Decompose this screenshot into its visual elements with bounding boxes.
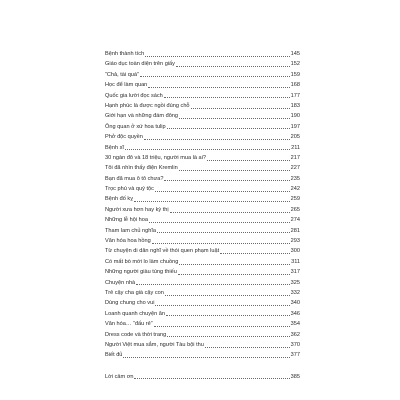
toc-entry: [105, 330, 300, 340]
dot-leader: [179, 264, 290, 265]
dot-leader: [220, 253, 290, 254]
toc-entry-page-number: 300: [290, 248, 300, 255]
toc-entry: [105, 184, 300, 194]
dot-leader: [155, 191, 290, 192]
toc-entry-title: Phở độc quyền: [105, 134, 143, 141]
dot-leader: [149, 222, 290, 223]
toc-entry-page-number: 259: [290, 196, 300, 203]
toc-entry: [105, 80, 300, 90]
toc-entry: [105, 143, 300, 153]
toc-entry: [105, 101, 300, 111]
toc-entry: [105, 163, 300, 173]
toc-entry-page-number: 317: [290, 269, 300, 276]
table-of-contents: [105, 49, 300, 382]
toc-entry-page-number: 377: [290, 352, 300, 359]
dot-leader: [154, 326, 290, 327]
dot-leader: [140, 76, 290, 77]
toc-entry: [105, 91, 300, 101]
toc-entry-title: Bệnh đố kỵ: [105, 196, 133, 203]
toc-entry: [105, 70, 300, 80]
dot-leader: [179, 118, 290, 119]
toc-entry: [105, 194, 300, 204]
dot-leader: [164, 180, 289, 181]
toc-entry: [105, 153, 300, 163]
toc-entry: [105, 49, 300, 59]
toc-entry: [105, 319, 300, 329]
toc-entry-page-number: 370: [290, 341, 300, 348]
toc-entry: [105, 288, 300, 298]
toc-entry-title: Bạn đã mua ô tô chưa?: [105, 175, 164, 182]
toc-entry-title: Trọc phú và quý tộc: [105, 186, 154, 193]
toc-entry-title: Bệnh sĩ: [105, 144, 124, 151]
toc-entry: [105, 122, 300, 132]
dot-leader: [145, 56, 289, 57]
toc-entry-title: Lời cảm ơn: [105, 373, 134, 380]
toc-entry: [105, 350, 300, 360]
toc-entry: [105, 174, 300, 184]
toc-entry-title: Biết đủ: [105, 352, 123, 359]
toc-entry-page-number: 145: [290, 51, 300, 57]
toc-entry: [105, 278, 300, 288]
toc-entry-page-number: 227: [290, 165, 300, 172]
toc-entry-title: Những lễ hội hoa: [105, 217, 148, 224]
toc-entry-page-number: 385: [290, 373, 300, 380]
toc-entry: [105, 215, 300, 225]
toc-entry-title: Quốc gia lười đọc sách: [105, 92, 163, 99]
dot-leader: [123, 357, 289, 358]
toc-entry-acknowledgement: [105, 372, 300, 382]
toc-entry-title: “Chả, tài quá”: [105, 71, 139, 78]
toc-entry-title: Loanh quanh chuyện ăn: [105, 310, 166, 317]
toc-entry-page-number: 332: [290, 289, 300, 296]
dot-leader: [165, 295, 290, 296]
toc-entry: [105, 226, 300, 236]
dot-leader: [191, 108, 290, 109]
toc-entry-page-number: 205: [290, 134, 300, 141]
toc-entry-title: Trẻ cậy cha già cậy con: [105, 289, 164, 296]
toc-entry-page-number: 293: [290, 238, 300, 245]
toc-entry: [105, 340, 300, 350]
toc-entry-title: Người Việt mua sắm, người Tàu bội thu: [105, 341, 204, 348]
toc-entry-page-number: 177: [290, 92, 300, 99]
toc-entry-title: Giới hạn và những đám đông: [105, 113, 179, 120]
toc-entry-page-number: 190: [290, 113, 300, 120]
dot-leader: [167, 336, 289, 337]
toc-entry: [105, 236, 300, 246]
dot-leader: [148, 87, 289, 88]
dot-leader: [170, 212, 290, 213]
toc-entry-page-number: 325: [290, 279, 300, 286]
dot-leader: [167, 128, 290, 129]
dot-leader: [152, 243, 290, 244]
toc-entry-title: Dress code và thời trang: [105, 331, 167, 338]
toc-entry-page-number: 217: [290, 154, 300, 161]
toc-entry-page-number: 346: [290, 310, 300, 317]
dot-leader: [155, 305, 289, 306]
toc-entry: [105, 298, 300, 308]
toc-entry: [105, 111, 300, 121]
toc-entry-page-number: 211: [291, 144, 300, 151]
dot-leader: [136, 284, 289, 285]
toc-entry-page-number: 168: [290, 82, 300, 89]
toc-entry-page-number: 152: [290, 61, 300, 68]
dot-leader: [205, 347, 290, 348]
toc-entry-title: Văn hóa… “đấu rẻ”: [105, 321, 153, 328]
toc-entry-title: Ông quan ở xứ hoa tulip: [105, 123, 166, 130]
dot-leader: [164, 97, 290, 98]
toc-entry-title: Chuyện nhà: [105, 279, 136, 286]
toc-entry-page-number: 311: [291, 258, 300, 265]
dot-leader: [157, 232, 290, 233]
toc-entry-page-number: 197: [290, 123, 300, 130]
toc-entry-title: Từ chuyện di dân nghĩ về thói quen phạm luật: [105, 248, 220, 255]
toc-entry-page-number: 159: [290, 71, 300, 78]
dot-leader: [207, 160, 290, 161]
toc-entry-title: Dùng chung cho vui: [105, 300, 155, 307]
toc-entry: [105, 257, 300, 267]
toc-entry-page-number: 362: [290, 331, 300, 338]
dot-leader: [144, 139, 290, 140]
toc-entry-page-number: 265: [290, 206, 300, 213]
dot-leader: [176, 66, 290, 67]
toc-entry: [105, 309, 300, 319]
dot-leader: [134, 378, 289, 379]
dot-leader: [125, 149, 290, 150]
toc-entry: [105, 246, 300, 256]
toc-entry-title: Học để làm quan: [105, 82, 148, 89]
toc-entry-title: 30 ngàn đô và 18 triệu, người mua là ai?: [105, 154, 207, 161]
toc-entry-page-number: 235: [290, 175, 300, 182]
toc-entry: [105, 205, 300, 215]
toc-entry-title: Tôi đã nhìn thấy điện Kremlin: [105, 165, 178, 172]
dot-leader: [166, 315, 290, 316]
toc-entry: [105, 267, 300, 277]
toc-entry-title: Những người giàu túng thiếu: [105, 269, 177, 276]
toc-entry-page-number: 274: [290, 217, 300, 224]
toc-entry-page-number: 183: [290, 102, 300, 109]
dot-leader: [179, 170, 290, 171]
toc-entry-page-number: 281: [290, 227, 300, 234]
toc-entry-title: Giáo dục toàn diện trên giấy: [105, 61, 175, 68]
toc-entry-title: Hạnh phúc là được ngồi đúng chỗ: [105, 102, 190, 109]
dot-leader: [178, 274, 290, 275]
toc-entry-page-number: 242: [290, 186, 300, 193]
toc-entry-page-number: 340: [290, 300, 300, 307]
toc-entry-title: Tham lam chủ nghĩa: [105, 227, 156, 234]
toc-entry-page-number: 354: [290, 321, 300, 328]
toc-entry-title: Người xưa hơn hay kỳ thị: [105, 206, 169, 213]
toc-entry-title: Có mất bò mới lo làm chuồng: [105, 258, 179, 265]
toc-entry: [105, 132, 300, 142]
section-gap: [105, 361, 300, 372]
toc-entry-title: Bệnh thành tích: [105, 51, 145, 57]
toc-entry: [105, 59, 300, 69]
toc-entry-title: Văn hóa hoa hồng: [105, 238, 151, 245]
dot-leader: [134, 201, 290, 202]
